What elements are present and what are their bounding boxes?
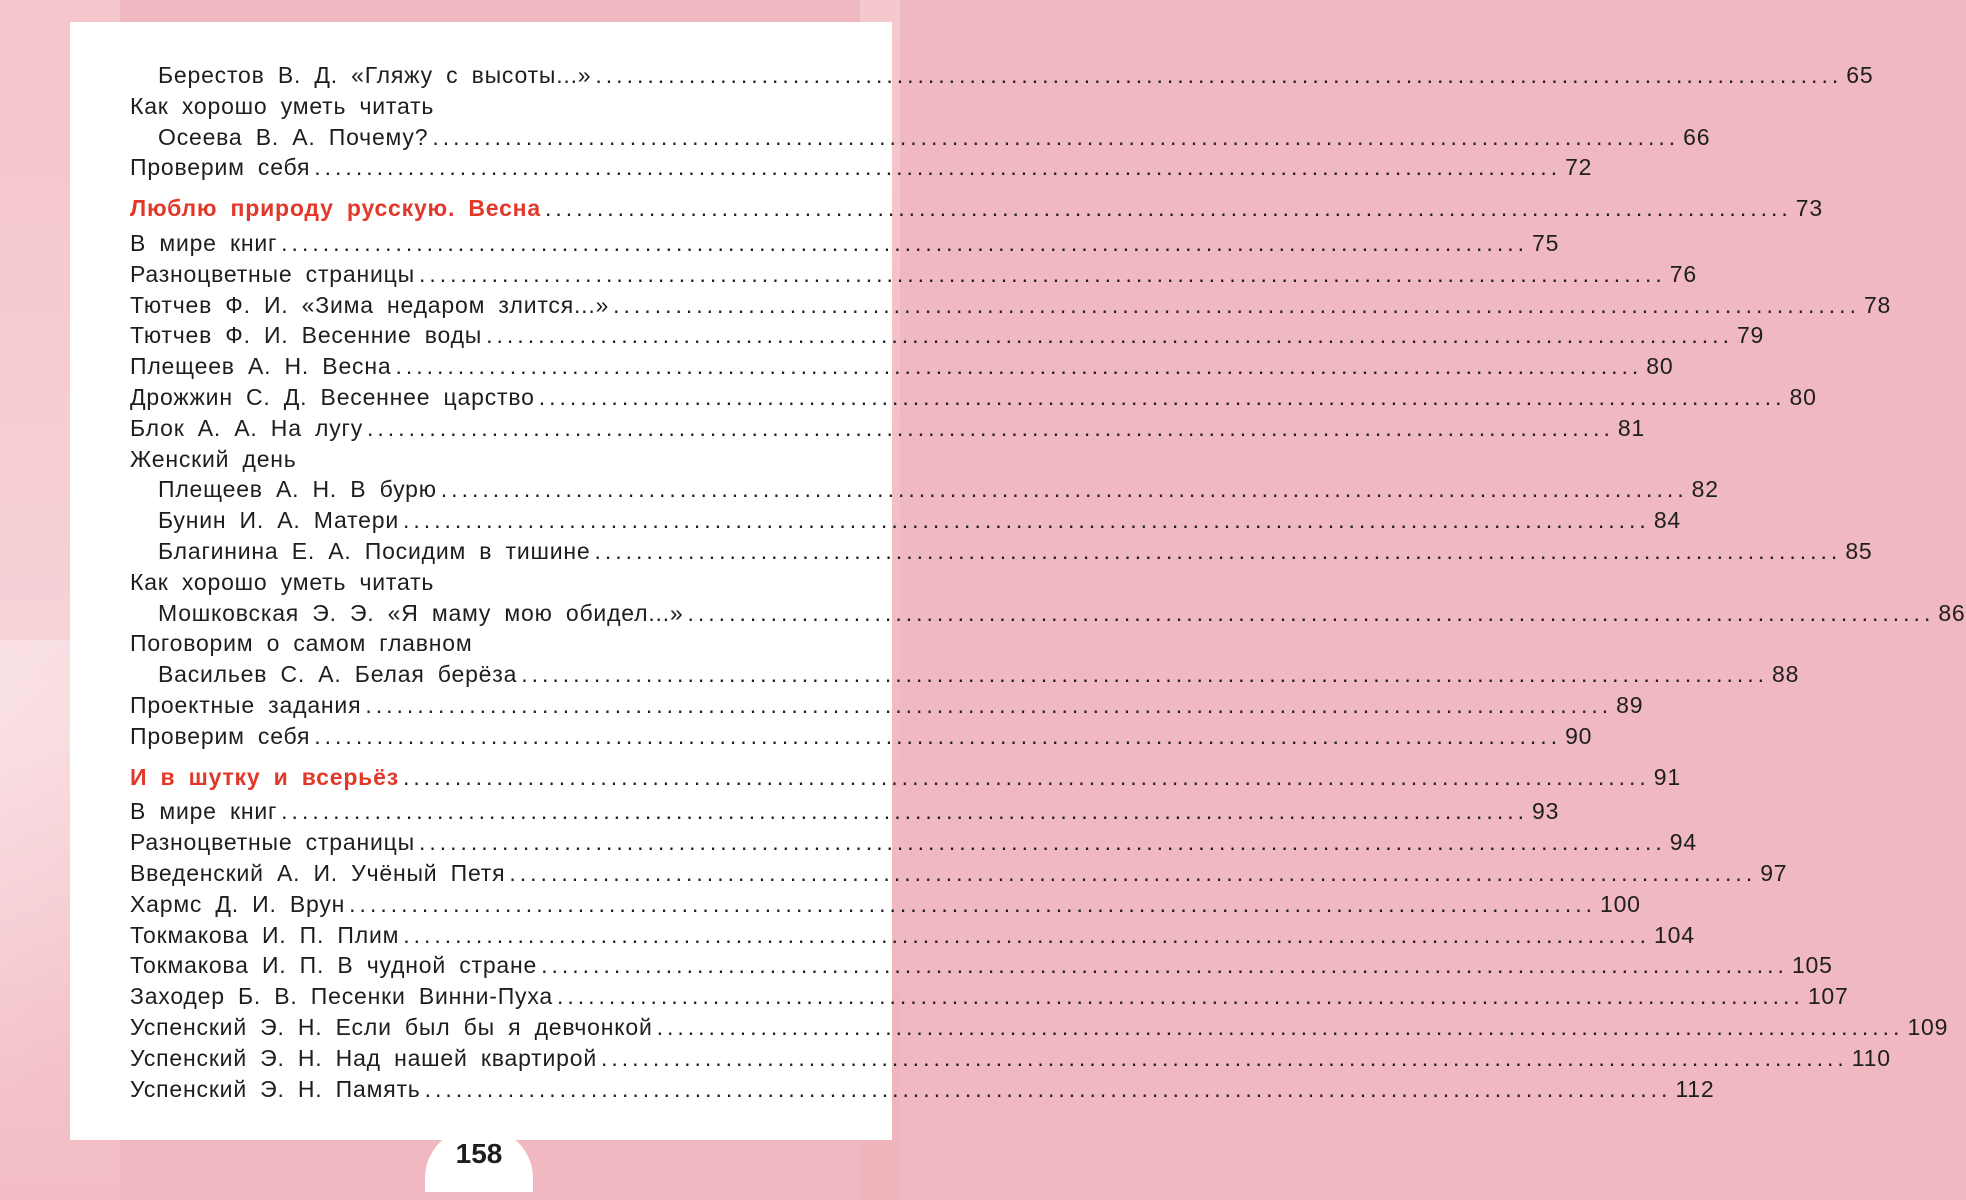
toc-entry: [130, 890, 1641, 921]
toc-entry-title: Успенский Э. Н. Память: [130, 1075, 421, 1102]
toc-dot-leader: ........................................................................................................................: [656, 1014, 1904, 1040]
page-number: 158: [455, 1138, 503, 1169]
toc-entry-title: Бунин И. А. Матери: [158, 507, 399, 534]
toc-dot-leader: ........................................................................................................................: [403, 921, 1651, 948]
toc-entry: [130, 983, 1849, 1013]
toc-entry: [158, 476, 1719, 506]
toc-entry-title: Плещеев А. Н. Весна: [130, 353, 392, 380]
toc-entry-page: 112: [1675, 1075, 1715, 1102]
toc-entry: [130, 230, 1560, 260]
toc-dot-leader: ........................................................................................................................: [595, 62, 1843, 88]
toc-entry-page: 75: [1532, 230, 1560, 256]
toc-dot-leader: ........................................................................................................................: [349, 890, 1596, 917]
toc-dot-leader: ........................................................................................................................: [418, 260, 1666, 287]
toc-entry-page: 84: [1653, 507, 1681, 534]
toc-entry: [130, 1014, 1949, 1044]
toc-entry: [130, 921, 1695, 952]
toc-entry-title: Введенский А. И. Учёный Петя: [130, 860, 506, 886]
toc-entry-page: 100: [1600, 890, 1641, 917]
toc-dot-leader: ........................................................................................................................: [538, 384, 1786, 410]
toc-entry: [130, 154, 1593, 184]
toc-entry-page: 94: [1669, 829, 1697, 856]
toc-entry-title: Дрожжин С. Д. Весеннее царство: [130, 384, 535, 410]
toc-dot-leader: ........................................................................................................................: [544, 195, 1792, 222]
toc-entry-title: Успенский Э. Н. Над нашей квартирой: [130, 1044, 597, 1071]
toc-entry-page: 78: [1863, 291, 1892, 318]
toc-entry-title: Тютчев Ф. И. «Зима недаром злится...»: [130, 291, 610, 318]
toc-dot-leader: ........................................................................................................................: [594, 538, 1842, 564]
toc-entry: [130, 569, 866, 599]
toc-entry: [130, 1044, 1891, 1075]
toc-entry-page: 110: [1851, 1044, 1891, 1071]
toc-entry-page: 91: [1653, 763, 1681, 790]
toc-entry-title: Как хорошо уметь читать: [130, 92, 435, 119]
toc-entry: [130, 1075, 1715, 1106]
toc-dot-leader: ........................................................................................................................: [365, 692, 1613, 718]
toc-entry-title: Разноцветные страницы: [130, 260, 415, 287]
toc-entry: [158, 599, 1966, 630]
toc-entry-page: 79: [1736, 322, 1765, 349]
toc-dot-leader: ........................................................................................................................: [541, 952, 1788, 979]
toc-entry: [130, 260, 1697, 291]
toc-entry: [130, 322, 1765, 352]
toc-entry-title: Как хорошо уметь читать: [130, 568, 435, 595]
toc-entry: [130, 952, 1833, 982]
toc-entry: [130, 414, 1646, 445]
toc-entry-page: 97: [1760, 860, 1788, 886]
toc-entry-title: Разноцветные страницы: [130, 829, 415, 856]
toc-entry-title: Заходер Б. В. Песенки Винни-Пуха: [130, 983, 553, 1010]
toc-dot-leader: ........................................................................................................................: [395, 353, 1643, 380]
toc-entry-title: Мошковская Э. Э. «Я маму мою обидел...»: [158, 599, 684, 626]
toc-entry-page: 105: [1791, 952, 1833, 979]
toc-entry-title: Люблю природу русскую. Весна: [130, 195, 541, 222]
toc-dot-leader: ........................................................................................................................: [432, 123, 1680, 150]
toc-entry-page: 85: [1845, 538, 1873, 564]
toc-entry-title: Успенский Э. Н. Если был бы я девчонкой: [130, 1014, 653, 1040]
toc-dot-leader: ........................................................................................................................: [367, 414, 1614, 441]
toc-entry: [158, 661, 1800, 691]
toc-entry-page: 109: [1907, 1014, 1949, 1040]
toc-dot-leader: ........................................................................................................................: [509, 860, 1757, 886]
toc-dot-leader: ........................................................................................................................: [687, 599, 1935, 626]
toc-entry: [130, 829, 1697, 859]
toc-entry-page: 89: [1616, 692, 1644, 718]
toc-entry-title: Васильев С. А. Белая берёза: [158, 661, 518, 688]
toc-entry-title: Проверим себя: [130, 154, 311, 181]
toc-dot-leader: ........................................................................................................................: [521, 661, 1769, 688]
toc-dot-leader: ........................................................................................................................: [402, 507, 1650, 534]
toc-entry-page: 86: [1938, 599, 1966, 626]
toc-entry-title: Проектные задания: [130, 692, 362, 718]
toc-dot-leader: ........................................................................................................................: [402, 763, 1650, 790]
toc-entry-title: Хармс Д. И. Врун: [130, 890, 346, 917]
toc-dot-leader: ........................................................................................................................: [281, 230, 1528, 256]
toc-dot-leader: ........................................................................................................................: [600, 1044, 1848, 1071]
toc-dot-leader: ........................................................................................................................: [314, 722, 1562, 749]
toc-entry: [130, 860, 1788, 890]
toc-entry: [158, 123, 1711, 154]
toc-dot-leader: ........................................................................................................................: [314, 154, 1562, 181]
toc-dot-leader: ........................................................................................................................: [613, 291, 1860, 318]
toc-entry: [130, 722, 1593, 753]
toc-entry: [130, 798, 1560, 828]
toc-entry-page: 81: [1617, 414, 1646, 441]
toc-entry-title: В мире книг: [130, 798, 278, 825]
toc-entry-title: Токмакова И. П. В чудной стране: [130, 952, 538, 979]
toc-entry-title: Благинина Е. А. Посидим в тишине: [158, 538, 591, 564]
toc-entry-page: 80: [1789, 384, 1817, 410]
toc-entry: [130, 630, 866, 660]
toc-dot-leader: ........................................................................................................................: [418, 829, 1666, 856]
toc-entry-page: 72: [1565, 154, 1593, 181]
toc-entry-title: Плещеев А. Н. В бурю: [158, 476, 437, 503]
toc-entry-page: 93: [1532, 798, 1560, 825]
toc-entry: [158, 538, 1873, 568]
toc-section-heading: [130, 195, 1823, 225]
toc-entry-title: Тютчев Ф. И. Весенние воды: [130, 322, 483, 349]
toc-entry: [130, 446, 866, 476]
toc-entry: [130, 692, 1644, 722]
toc-entry-title: И в шутку и всерьёз: [130, 763, 399, 790]
toc-entry: [130, 384, 1817, 414]
toc-entry: [158, 507, 1681, 537]
toc-entry-title: Проверим себя: [130, 722, 311, 749]
toc-entry-title: Поговорим о самом главном: [130, 630, 473, 657]
toc-entry: [130, 353, 1674, 383]
toc-entry: [130, 93, 866, 123]
toc-entry-page: 76: [1669, 260, 1697, 287]
toc-entry-title: Блок А. А. На лугу: [130, 414, 364, 441]
toc-entry-page: 104: [1654, 921, 1695, 948]
toc-entry-page: 82: [1691, 476, 1719, 503]
toc-dot-leader: ........................................................................................................................: [556, 983, 1804, 1010]
toc-entry-page: 107: [1807, 983, 1849, 1010]
toc-entry-title: В мире книг: [130, 230, 278, 256]
toc-entry-page: 65: [1846, 62, 1874, 88]
toc-entry-title: Берестов В. Д. «Гляжу с высоты...»: [158, 62, 592, 88]
toc-entry-title: Осеева В. А. Почему?: [158, 123, 429, 150]
toc-entry-page: 88: [1772, 661, 1800, 688]
toc-entry-page: 90: [1565, 722, 1593, 749]
toc-entry-page: 80: [1646, 353, 1674, 380]
toc-dot-leader: ........................................................................................................................: [424, 1075, 1672, 1102]
toc-entry-page: 73: [1795, 195, 1823, 222]
toc-section-heading: [130, 763, 1681, 794]
toc-dot-leader: ........................................................................................................................: [281, 798, 1528, 825]
contents-page: [70, 22, 1966, 1140]
toc-dot-leader: ........................................................................................................................: [486, 322, 1733, 349]
toc-entry: [158, 62, 1874, 92]
toc-entry-title: Токмакова И. П. Плим: [130, 921, 400, 948]
toc-dot-leader: ........................................................................................................................: [440, 476, 1688, 503]
toc-entry: [130, 291, 1892, 322]
toc-entry-title: Женский день: [130, 445, 297, 472]
toc-entry-page: 66: [1683, 123, 1711, 150]
